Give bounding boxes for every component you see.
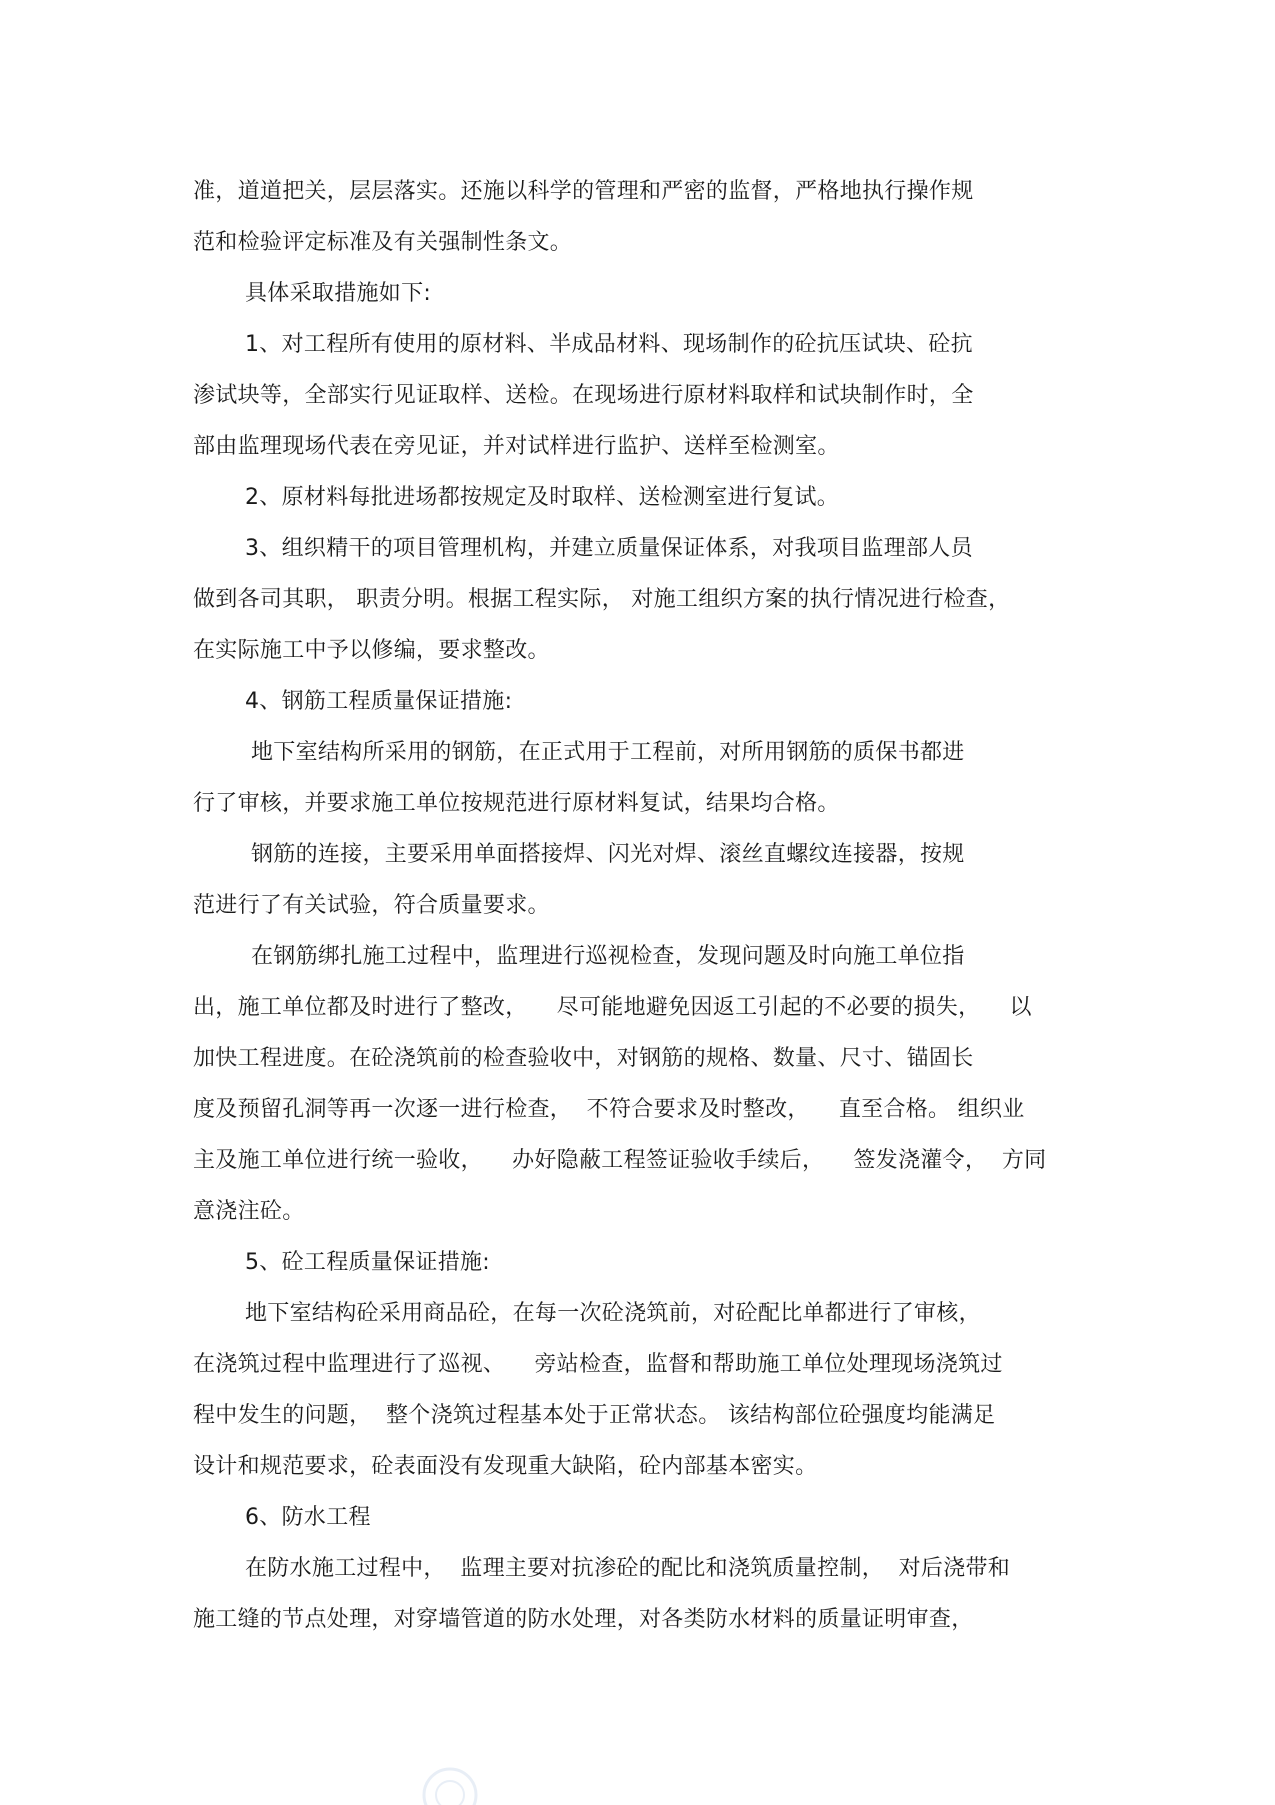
text-line: 设计和规范要求，砼表面没有发现重大缺陷，砼内部基本密实。	[193, 1454, 818, 1479]
text-line: 2、原材料每批进场都按规定及时取样、送检测室进行复试。	[245, 485, 840, 510]
text-line: 度及预留孔洞等再一次逐一进行检查， 不符合要求及时整改， 直至合格。 组织业	[193, 1097, 1025, 1122]
text-line: 渗试块等，全部实行见证取样、送检。在现场进行原材料取样和试块制作时，全	[193, 383, 974, 408]
text-line: 范进行了有关试验，符合质量要求。	[193, 893, 550, 918]
text-line: 地下室结构所采用的钢筋，在正式用于工程前，对所用钢筋的质保书都进	[251, 740, 965, 765]
text-line: 加快工程进度。在砼浇筑前的检查验收中，对钢筋的规格、数量、尺寸、锚固长	[193, 1046, 974, 1071]
text-line: 4、钢筋工程质量保证措施:	[245, 689, 513, 714]
document-body	[193, 166, 1093, 1645]
text-line: 钢筋的连接，主要采用单面搭接焊、闪光对焊、滚丝直螺纹连接器，按规	[251, 842, 965, 867]
text-line: 1、对工程所有使用的原材料、半成品材料、现场制作的砼抗压试块、砼抗	[245, 332, 973, 357]
text-line: 主及施工单位进行统一验收， 办好隐蔽工程签证验收手续后， 签发浇灌令， 方同	[193, 1148, 1047, 1173]
text-line: 施工缝的节点处理，对穿墙管道的防水处理，对各类防水材料的质量证明审查，	[193, 1607, 974, 1632]
text-line: 准，道道把关，层层落实。还施以科学的管理和严密的监督，严格地执行操作规	[193, 179, 974, 204]
text-line: 部由监理现场代表在旁见证，并对试样进行监护、送样至检测室。	[193, 434, 840, 459]
seal-icon	[415, 1755, 485, 1805]
text-line: 意浇注砼。	[193, 1199, 305, 1224]
text-line: 行了审核，并要求施工单位按规范进行原材料复试，结果均合格。	[193, 791, 840, 816]
text-line: 在钢筋绑扎施工过程中，监理进行巡视检查，发现问题及时向施工单位指	[251, 944, 965, 969]
text-line: 在防水施工过程中， 监理主要对抗渗砼的配比和浇筑质量控制， 对后浇带和	[245, 1556, 1011, 1581]
text-line: 地下室结构砼采用商品砼，在每一次砼浇筑前，对砼配比单都进行了审核，	[245, 1301, 981, 1326]
text-line: 出，施工单位都及时进行了整改， 尽可能地避免因返工引起的不必要的损失， 以	[193, 995, 1032, 1020]
text-line: 6、防水工程	[245, 1505, 371, 1530]
text-line: 3、组织精干的项目管理机构，并建立质量保证体系，对我项目监理部人员	[245, 536, 973, 561]
text-line: 具体采取措施如下:	[245, 281, 432, 306]
text-line: 范和检验评定标准及有关强制性条文。	[193, 230, 573, 255]
text-line: 在实际施工中予以修编，要求整改。	[193, 638, 550, 663]
text-line: 5、砼工程质量保证措施:	[245, 1250, 491, 1275]
text-line: 在浇筑过程中监理进行了巡视、 旁站检查，监督和帮助施工单位处理现场浇筑过	[193, 1352, 1003, 1377]
text-line: 做到各司其职， 职责分明。根据工程实际， 对施工组织方案的执行情况进行检查，	[193, 587, 1011, 612]
text-line: 程中发生的问题， 整个浇筑过程基本处于正常状态。 该结构部位砼强度均能满足	[193, 1403, 996, 1428]
